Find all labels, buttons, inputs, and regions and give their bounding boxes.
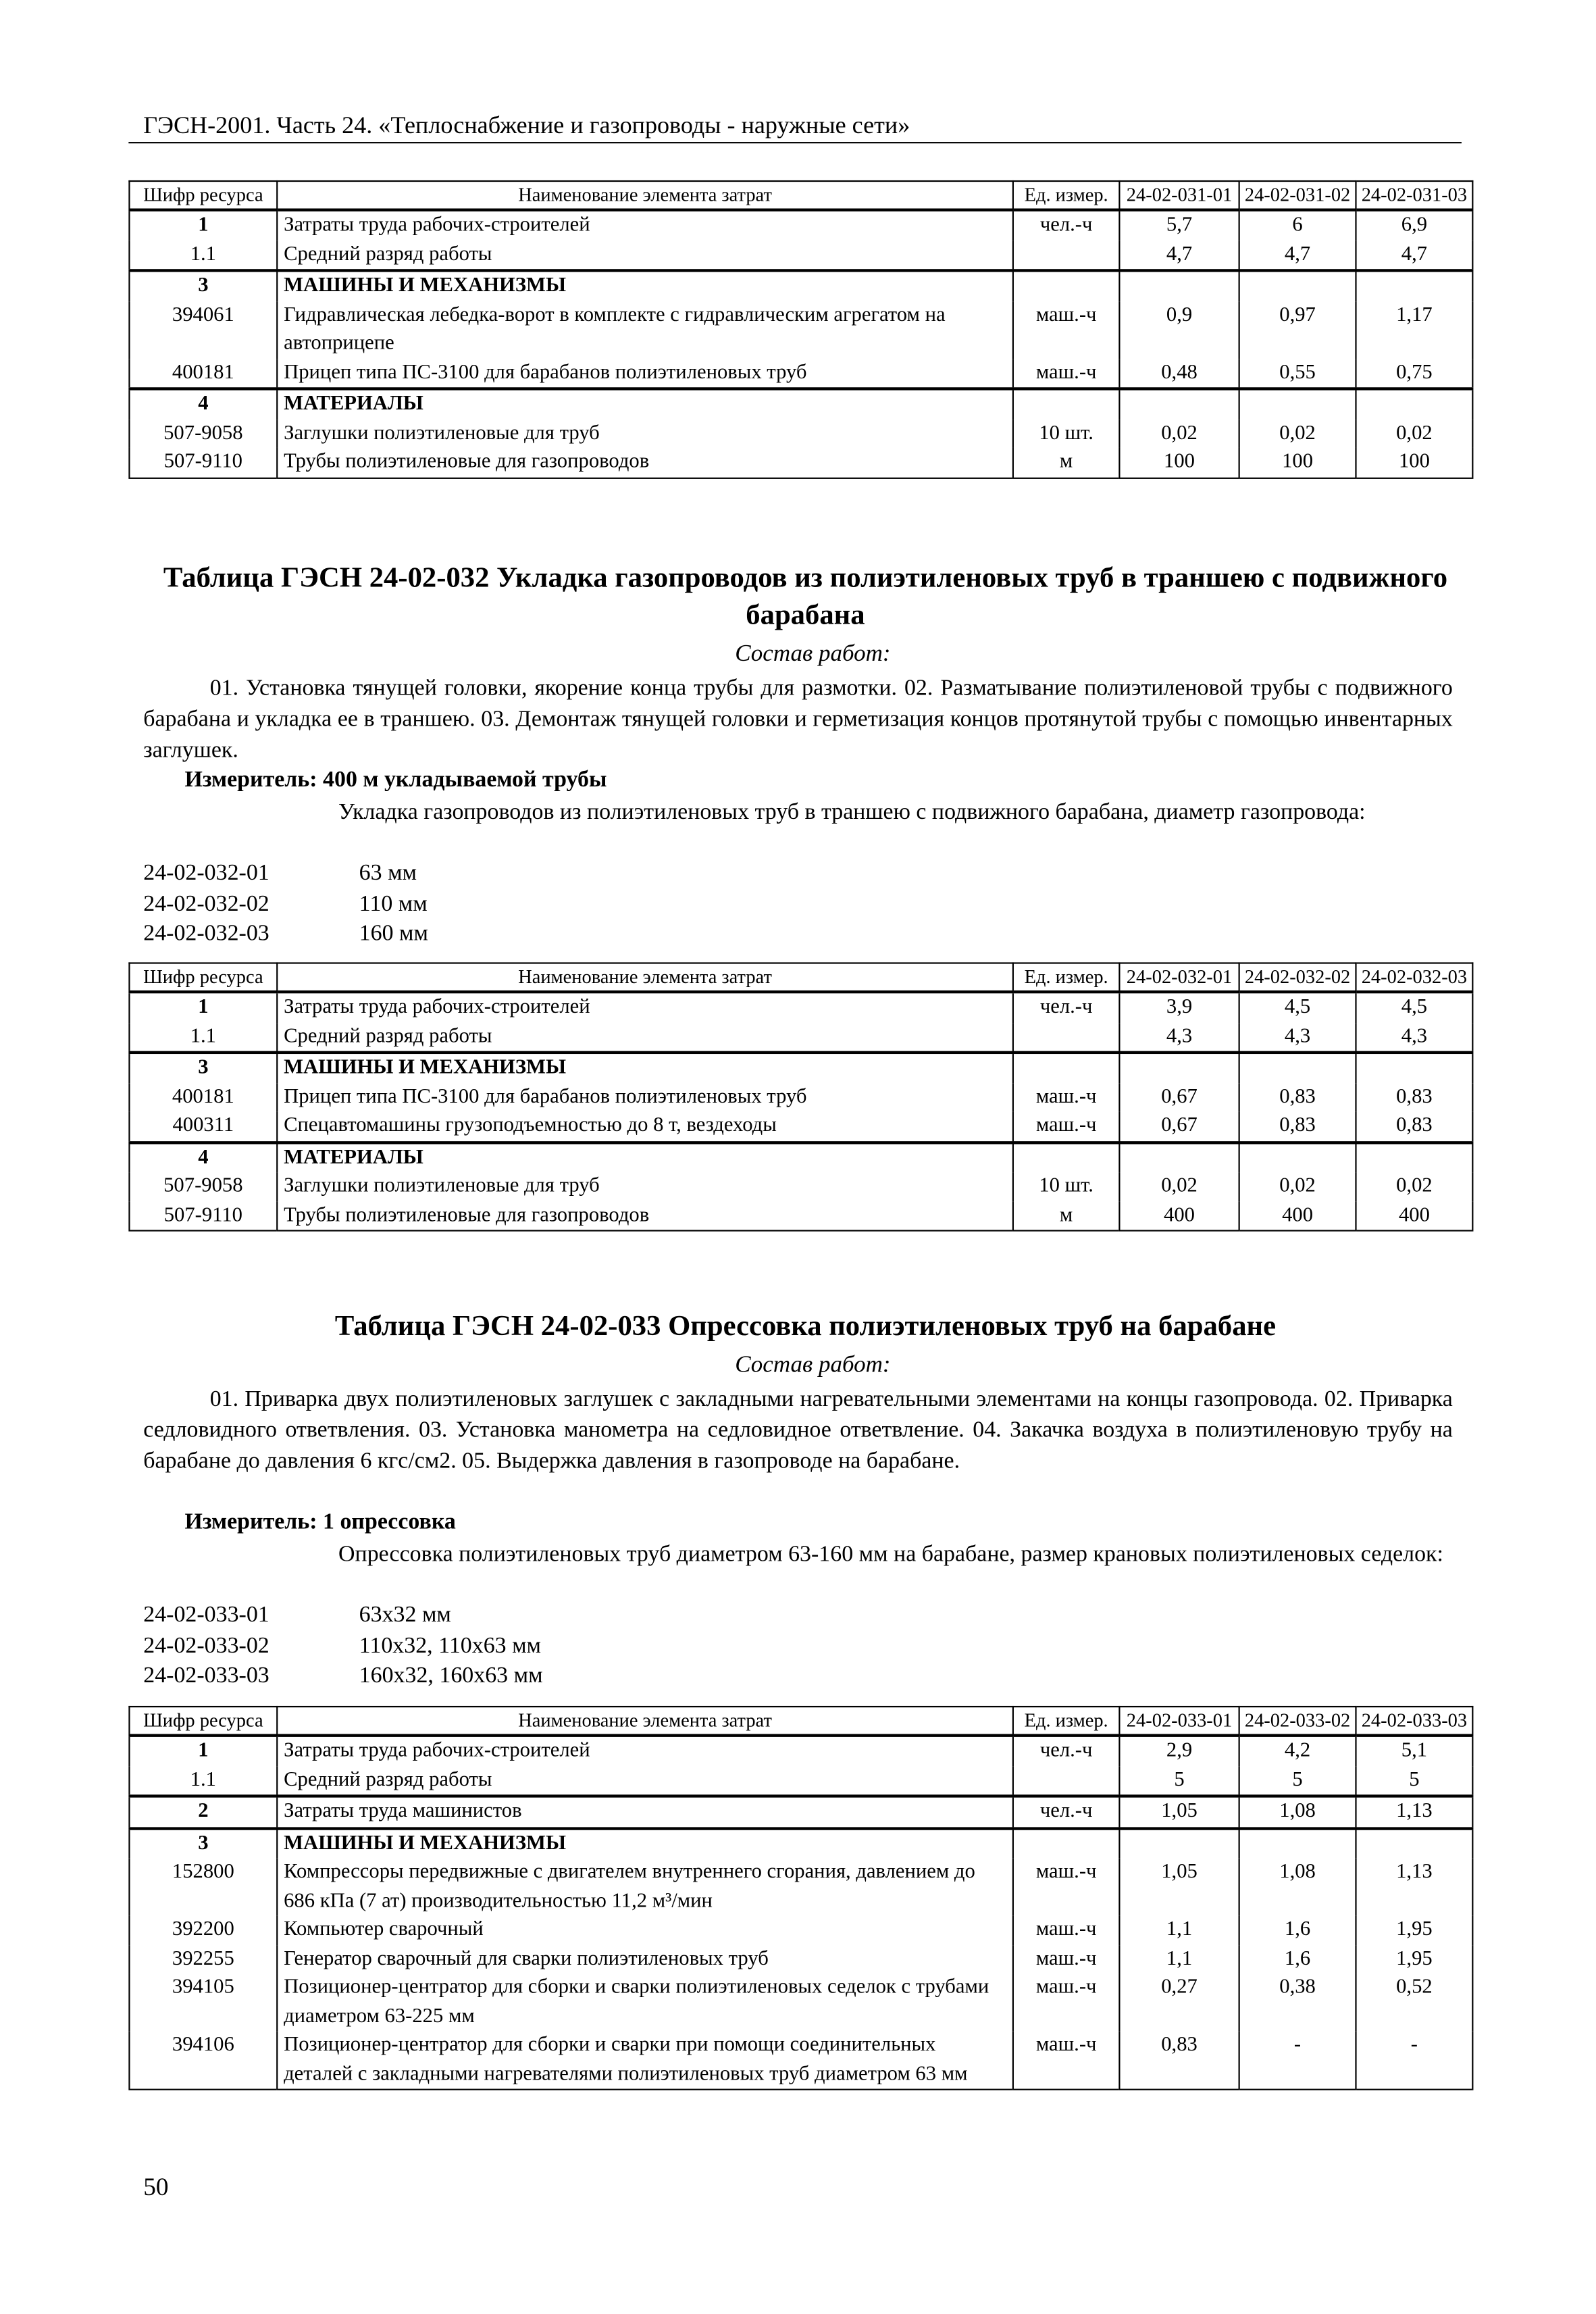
resource-name: МАТЕРИАЛЫ [277,388,1013,419]
resource-unit: маш.-ч [1013,1111,1120,1142]
resource-table-031 [128,180,1473,478]
norm-code-item [143,1662,542,1692]
norm-value: 0,52 [1356,1973,1472,2031]
norm-description: Укладка газопроводов из полиэтиленовых труб в траншею с подвижного барабана, диаметр газопровода: [338,799,1366,825]
norm-code-item [143,1601,542,1632]
resource-unit: маш.-ч [1013,301,1120,358]
norm-value: 4,7 [1119,241,1239,271]
table-row [129,1111,1472,1142]
resource-code: 394061 [129,301,277,358]
resource-name: МАТЕРИАЛЫ [277,1142,1013,1172]
table-row [129,359,1472,389]
col-header-unit: Ед. измер. [1013,1707,1120,1736]
norm-value: 1,6 [1239,1944,1356,1973]
resource-code: 392200 [129,1916,277,1945]
norm-value: 4,3 [1239,1022,1356,1053]
resource-code: 3 [129,1828,277,1858]
resource-unit [1013,1142,1120,1172]
norm-value: 1,1 [1119,1944,1239,1973]
col-header-name: Наименование элемента затрат [277,963,1013,992]
resource-group [129,388,1472,477]
norm-value [1239,1142,1356,1172]
norm-value: 0,75 [1356,359,1472,389]
norm-value [1119,1828,1239,1858]
norm-code: 24-02-033-01 [143,1602,269,1628]
norm-size: 110x32, 110x63 мм [359,1633,542,1659]
norm-value: 1,13 [1356,1858,1472,1915]
resource-name: Затраты труда рабочих-строителей [277,992,1013,1022]
resource-unit: 10 шт. [1013,1172,1120,1201]
table-row [129,419,1472,448]
norm-value: 1,05 [1119,1858,1239,1915]
table-row [129,1083,1472,1112]
resource-unit: чел.-ч [1013,210,1120,241]
table-row [129,1796,1472,1828]
table-row [129,1142,1472,1172]
col-header-norm: 24-02-033-03 [1356,1707,1472,1736]
norm-codes-list [143,859,428,951]
resource-code: 400311 [129,1111,277,1142]
resource-unit: маш.-ч [1013,1858,1120,1915]
resource-code: 1.1 [129,241,277,271]
resource-unit [1013,1053,1120,1083]
resource-code: 507-9058 [129,1172,277,1201]
norm-value [1119,1142,1239,1172]
resource-group [129,270,1472,388]
resource-name: Прицеп типа ПС-3100 для барабанов полиэтиленовых труб [277,1083,1013,1112]
resource-unit: маш.-ч [1013,2031,1120,2089]
norm-size: 63x32 мм [359,1602,451,1628]
work-composition-label: Состав работ: [735,1353,891,1378]
resource-unit: м [1013,1201,1120,1231]
resource-code: 507-9110 [129,448,277,478]
resource-unit [1013,241,1120,271]
norm-value: 0,02 [1119,1172,1239,1201]
norm-value: - [1239,2031,1356,2089]
resource-name: Компрессоры передвижные с двигателем внутреннего сгорания, давлением до 686 кПа (7 ат) производительностью 11,2 м³/мин [277,1858,1013,1915]
resource-unit: маш.-ч [1013,1083,1120,1112]
resource-unit: м [1013,448,1120,478]
header-rule [128,142,1462,143]
norm-value [1356,1142,1472,1172]
resource-code: 394106 [129,2031,277,2089]
resource-unit: маш.-ч [1013,1944,1120,1973]
work-composition-text: 01. Приварка двух полиэтиленовых заглушек с закладными нагревательными элементами на концы газопровода. 02. Приварка седловидного ответвления. 03. Установка манометра на седловидное ответвление. 04. Закачка воздуха в полиэтиленовую трубу на барабане до давления 6 кгс/см2. 05. Выдержка давления в газопроводе на барабане. [143,1386,1453,1474]
norm-value: 1,95 [1356,1944,1472,1973]
norm-value [1356,388,1472,419]
resource-name: Средний разряд работы [277,241,1013,271]
resource-unit: маш.-ч [1013,359,1120,389]
table-row [129,1172,1472,1201]
table-row [129,270,1472,301]
norm-value: 0,02 [1356,1172,1472,1201]
resource-code: 152800 [129,1858,277,1915]
norm-value: 0,55 [1239,359,1356,389]
col-header-norm: 24-02-032-01 [1119,963,1239,992]
norm-value: 400 [1356,1201,1472,1231]
table-row [129,301,1472,358]
norm-value [1356,270,1472,301]
norm-code: 24-02-032-03 [143,922,269,947]
resource-unit: маш.-ч [1013,1916,1120,1945]
section-title-033: Таблица ГЭСН 24-02-033 Опрессовка полиэтиленовых труб на барабане [334,1311,1277,1342]
col-header-name: Наименование элемента затрат [277,181,1013,210]
norm-code: 24-02-032-01 [143,860,269,886]
table-row [129,1766,1472,1796]
resource-name: Позиционер-центратор для сборки и сварки полиэтиленовых седелок с трубами диаметром 63-225 мм [277,1973,1013,2031]
resource-unit: 10 шт. [1013,419,1120,448]
resource-name: Спецавтомашины грузоподъемностью до 8 т, вездеходы [277,1111,1013,1142]
table-row [129,1944,1472,1973]
norm-code-item [143,920,428,951]
resource-unit: чел.-ч [1013,1796,1120,1828]
header-row [129,181,1472,210]
resource-code: 3 [129,270,277,301]
norm-code: 24-02-032-02 [143,890,269,916]
norm-value: 4,7 [1356,241,1472,271]
resource-name: МАШИНЫ И МЕХАНИЗМЫ [277,270,1013,301]
col-header-name: Наименование элемента затрат [277,1707,1013,1736]
norm-value: 0,9 [1119,301,1239,358]
norm-value [1119,388,1239,419]
page-number: 50 [143,2173,169,2201]
norm-value: 1,95 [1356,1916,1472,1945]
norm-value: 0,48 [1119,359,1239,389]
norm-value [1119,1053,1239,1083]
norm-value: 4,3 [1356,1022,1472,1053]
norm-value: 4,3 [1119,1022,1239,1053]
norm-value [1356,1053,1472,1083]
resource-code: 392255 [129,1944,277,1973]
col-header-unit: Ед. измер. [1013,181,1120,210]
col-header-code: Шифр ресурса [129,1707,277,1736]
table-row [129,1053,1472,1083]
resource-code: 394105 [129,1973,277,2031]
norm-value: 5 [1356,1766,1472,1796]
norm-size: 63 мм [359,860,417,886]
table-row [129,448,1472,478]
resource-unit [1013,388,1120,419]
norm-size: 160 мм [359,922,428,947]
norm-value: 0,02 [1239,1172,1356,1201]
resource-group [129,1142,1472,1230]
resource-name: Позиционер-центратор для сборки и сварки при помощи соединительных деталей с закладными нагревателями полиэтиленовых труб диаметром 63 мм [277,2031,1013,2089]
norm-value: 0,83 [1119,2031,1239,2089]
col-header-norm: 24-02-031-01 [1119,181,1239,210]
col-header-norm: 24-02-033-01 [1119,1707,1239,1736]
resource-code: 4 [129,388,277,419]
resource-code: 1.1 [129,1766,277,1796]
norm-value: - [1356,2031,1472,2089]
resource-code: 507-9110 [129,1201,277,1231]
resource-name: Затраты труда рабочих-строителей [277,210,1013,241]
work-composition-text: 01. Установка тянущей головки, якорение конца трубы для размотки. 02. Разматывание полиэтиленовой трубы с подвижного барабана и укладка ее в траншею. 03. Демонтаж тянущей головки и герметизация концов протянутой трубы с помощью инвентарных заглушек. [143,675,1453,763]
resource-code: 1 [129,992,277,1022]
norm-value: 100 [1119,448,1239,478]
resource-name: Гидравлическая лебедка-ворот в комплекте с гидравлическим агрегатом на автоприцепе [277,301,1013,358]
norm-size: 110 мм [359,890,428,916]
table-row [129,1858,1472,1915]
resource-name: Генератор сварочный для сварки полиэтиленовых труб [277,1944,1013,1973]
table-row [129,1916,1472,1945]
table-row [129,1022,1472,1053]
norm-value: 3,9 [1119,992,1239,1022]
resource-group [129,1053,1472,1142]
resource-name: Заглушки полиэтиленовые для труб [277,419,1013,448]
col-header-norm: 24-02-032-03 [1356,963,1472,992]
resource-code: 4 [129,1142,277,1172]
resource-unit [1013,1022,1120,1053]
norm-value: 0,83 [1356,1111,1472,1142]
resource-name: Затраты труда машинистов [277,1796,1013,1828]
col-header-norm: 24-02-031-02 [1239,181,1356,210]
norm-value: 1,6 [1239,1916,1356,1945]
resource-code: 1 [129,210,277,241]
norm-code-item [143,890,428,920]
norm-description: Опрессовка полиэтиленовых труб диаметром 63-160 мм на барабане, размер крановых полиэтиленовых седелок: [338,1542,1443,1567]
norm-value: 5 [1239,1766,1356,1796]
norm-value: 0,97 [1239,301,1356,358]
measure-unit: Измеритель: 1 опрессовка [184,1509,456,1535]
norm-value: 1,17 [1356,301,1472,358]
norm-value: 100 [1239,448,1356,478]
norm-value: 2,9 [1119,1736,1239,1766]
col-header-code: Шифр ресурса [129,963,277,992]
resource-name: Средний разряд работы [277,1022,1013,1053]
table-row [129,388,1472,419]
section-title-032: Таблица ГЭСН 24-02-032 Укладка газопроводов из полиэтиленовых труб в траншею с подвижного барабана [163,563,1448,632]
table-row [129,992,1472,1022]
norm-code-item [143,1632,542,1662]
norm-value [1239,270,1356,301]
norm-code: 24-02-033-03 [143,1663,269,1689]
running-header: ГЭСН-2001. Часть 24. «Теплоснабжение и газопроводы - наружные сети» [143,111,910,139]
resource-name: Заглушки полиэтиленовые для труб [277,1172,1013,1201]
table-row [129,2031,1472,2089]
resource-name: Компьютер сварочный [277,1916,1013,1945]
norm-value: 1,1 [1119,1916,1239,1945]
norm-value [1239,388,1356,419]
resource-table-033 [128,1706,1473,2090]
table-row [129,241,1472,271]
norm-value [1119,270,1239,301]
resource-unit: маш.-ч [1013,1973,1120,2031]
norm-value: 0,02 [1356,419,1472,448]
norm-value: 0,83 [1239,1111,1356,1142]
norm-value: 100 [1356,448,1472,478]
norm-value: 4,5 [1239,992,1356,1022]
norm-value: 0,27 [1119,1973,1239,2031]
norm-value: 0,02 [1239,419,1356,448]
table-row [129,1736,1472,1766]
norm-value: 400 [1119,1201,1239,1231]
resource-unit [1013,1828,1120,1858]
table-row [129,1201,1472,1231]
norm-value: 0,67 [1119,1111,1239,1142]
resource-code: 1.1 [129,1022,277,1053]
resource-name: МАШИНЫ И МЕХАНИЗМЫ [277,1828,1013,1858]
norm-value: 0,02 [1119,419,1239,448]
norm-value: 1,05 [1119,1796,1239,1828]
col-header-norm: 24-02-031-03 [1356,181,1472,210]
norm-value: 4,2 [1239,1736,1356,1766]
norm-value: 5,7 [1119,210,1239,241]
norm-value: 1,13 [1356,1796,1472,1828]
table-row [129,210,1472,241]
resource-name: Средний разряд работы [277,1766,1013,1796]
table-row [129,1973,1472,2031]
norm-value: 0,83 [1239,1083,1356,1112]
norm-codes-list [143,1601,542,1693]
header-row [129,963,1472,992]
norm-size: 160x32, 160x63 мм [359,1663,543,1689]
norm-value: 5,1 [1356,1736,1472,1766]
resource-code: 1 [129,1736,277,1766]
col-header-norm: 24-02-032-02 [1239,963,1356,992]
resource-code: 507-9058 [129,419,277,448]
measure-unit: Измеритель: 400 м укладываемой трубы [184,767,607,793]
resource-group [129,1796,1472,1828]
norm-value [1239,1828,1356,1858]
norm-value: 0,67 [1119,1083,1239,1112]
norm-value [1356,1828,1472,1858]
resource-code: 400181 [129,1083,277,1112]
norm-value: 0,38 [1239,1973,1356,2031]
norm-code: 24-02-033-02 [143,1633,269,1659]
resource-name: Трубы полиэтиленовые для газопроводов [277,1201,1013,1231]
norm-value: 6,9 [1356,210,1472,241]
col-header-code: Шифр ресурса [129,181,277,210]
resource-unit: чел.-ч [1013,992,1120,1022]
resource-group [129,1828,1472,2089]
resource-name: Затраты труда рабочих-строителей [277,1736,1013,1766]
norm-value: 0,83 [1356,1083,1472,1112]
resource-unit: чел.-ч [1013,1736,1120,1766]
resource-unit [1013,270,1120,301]
resource-name: Трубы полиэтиленовые для газопроводов [277,448,1013,478]
col-header-norm: 24-02-033-02 [1239,1707,1356,1736]
norm-code-item [143,859,428,889]
resource-name: МАШИНЫ И МЕХАНИЗМЫ [277,1053,1013,1083]
norm-value: 5 [1119,1766,1239,1796]
resource-group [129,992,1472,1053]
norm-value [1239,1053,1356,1083]
resource-group [129,1736,1472,1796]
norm-value: 400 [1239,1201,1356,1231]
norm-value: 4,7 [1239,241,1356,271]
resource-name: Прицеп типа ПС-3100 для барабанов полиэтиленовых труб [277,359,1013,389]
resource-unit [1013,1766,1120,1796]
resource-code: 2 [129,1796,277,1828]
col-header-unit: Ед. измер. [1013,963,1120,992]
resource-code: 3 [129,1053,277,1083]
resource-table-032 [128,962,1473,1231]
norm-value: 6 [1239,210,1356,241]
resource-group [129,210,1472,271]
resource-code: 400181 [129,359,277,389]
norm-value: 1,08 [1239,1796,1356,1828]
norm-value: 4,5 [1356,992,1472,1022]
header-row [129,1707,1472,1736]
table-row [129,1828,1472,1858]
work-composition-label: Состав работ: [735,641,891,667]
norm-value: 1,08 [1239,1858,1356,1915]
